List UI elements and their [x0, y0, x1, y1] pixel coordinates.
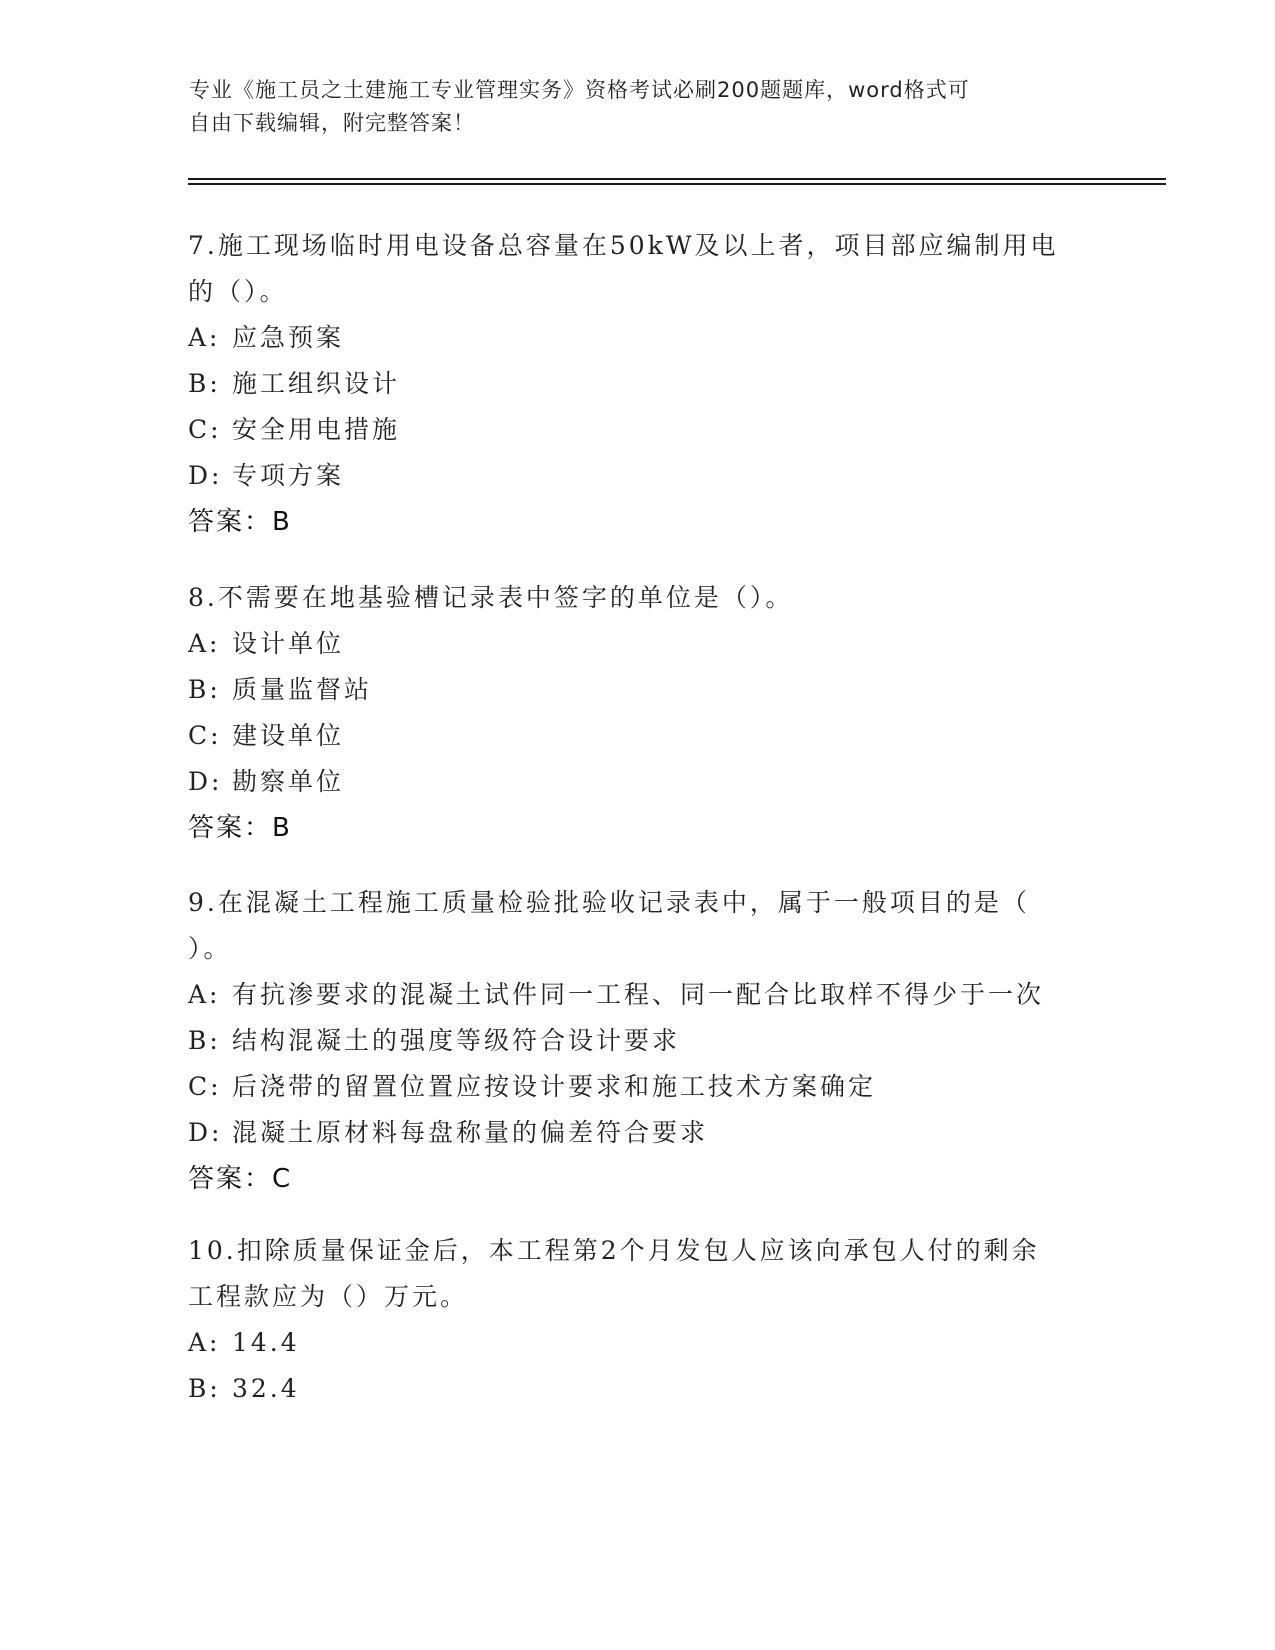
option-d	[188, 759, 1088, 805]
header-divider-bottom	[188, 183, 1166, 185]
answer-line: 答案：C	[188, 1164, 293, 1194]
option-a	[188, 621, 1088, 667]
option-text: 安全用电措施	[232, 415, 401, 444]
option-letter: A:	[188, 1328, 221, 1357]
option-text: 有抗渗要求的混凝土试件同一工程、同一配合比取样不得少于一次	[232, 980, 1045, 1009]
question-10	[188, 1228, 1088, 1412]
option-letter: B:	[188, 369, 221, 398]
option-text: 混凝土原材料每盘称量的偏差符合要求	[232, 1118, 709, 1147]
option-text: 勘察单位	[232, 767, 345, 796]
header-line-2: 自由下载编辑，附完整答案！	[189, 111, 475, 135]
option-letter: D:	[188, 1118, 223, 1147]
question-stem-line-1: 10.扣除质量保证金后，本工程第2个月发包人应该向承包人付的剩余	[188, 1236, 1040, 1265]
answer-line: 答案：B	[188, 813, 292, 843]
answer-line: 答案：B	[188, 507, 292, 537]
option-text: 质量监督站	[232, 675, 373, 704]
option-text: 应急预案	[232, 323, 345, 352]
option-text: 建设单位	[232, 721, 345, 750]
question-stem-line-1: 7.施工现场临时用电设备总容量在50kW及以上者，项目部应编制用电	[188, 231, 1059, 260]
option-a	[188, 315, 1088, 361]
option-a	[188, 972, 1088, 1018]
option-text: 32.4	[232, 1374, 300, 1403]
option-text: 结构混凝土的强度等级符合设计要求	[232, 1026, 681, 1055]
option-letter: D:	[188, 461, 223, 490]
question-stem-line-1: 9.在混凝土工程施工质量检验批验收记录表中，属于一般项目的是（	[188, 888, 1030, 917]
question-stem-line-1: 8.不需要在地基验槽记录表中签字的单位是（）。	[188, 583, 794, 612]
question-stem-line-2: ）。	[188, 934, 232, 963]
option-a	[188, 1320, 1088, 1366]
option-text: 后浇带的留置位置应按设计要求和施工技术方案确定	[232, 1072, 877, 1101]
document-header	[189, 74, 1069, 140]
option-c	[188, 407, 1088, 453]
option-c	[188, 1064, 1088, 1110]
option-d	[188, 1110, 1088, 1156]
question-stem-line-2: 工程款应为（）万元。	[188, 1282, 469, 1311]
option-letter: A:	[188, 980, 221, 1009]
option-letter: B:	[188, 675, 221, 704]
option-letter: C:	[188, 721, 222, 750]
option-letter: B:	[188, 1026, 221, 1055]
option-letter: C:	[188, 1072, 222, 1101]
question-7	[188, 223, 1088, 545]
option-letter: B:	[188, 1374, 221, 1403]
option-letter: A:	[188, 323, 221, 352]
option-text: 施工组织设计	[232, 369, 401, 398]
option-letter: D:	[188, 767, 223, 796]
option-text: 14.4	[232, 1328, 300, 1357]
option-b	[188, 1366, 1088, 1412]
option-c	[188, 713, 1088, 759]
option-b	[188, 361, 1088, 407]
question-8	[188, 575, 1088, 851]
header-line-1: 专业《施工员之土建施工专业管理实务》资格考试必刷200题题库，word格式可	[189, 78, 970, 102]
option-letter: A:	[188, 629, 221, 658]
header-divider-top	[188, 178, 1166, 180]
question-9	[188, 880, 1088, 1202]
option-b	[188, 1018, 1088, 1064]
option-b	[188, 667, 1088, 713]
option-text: 专项方案	[232, 461, 345, 490]
option-letter: C:	[188, 415, 222, 444]
question-stem-line-2: 的（）。	[188, 277, 288, 306]
option-d	[188, 453, 1088, 499]
option-text: 设计单位	[232, 629, 345, 658]
